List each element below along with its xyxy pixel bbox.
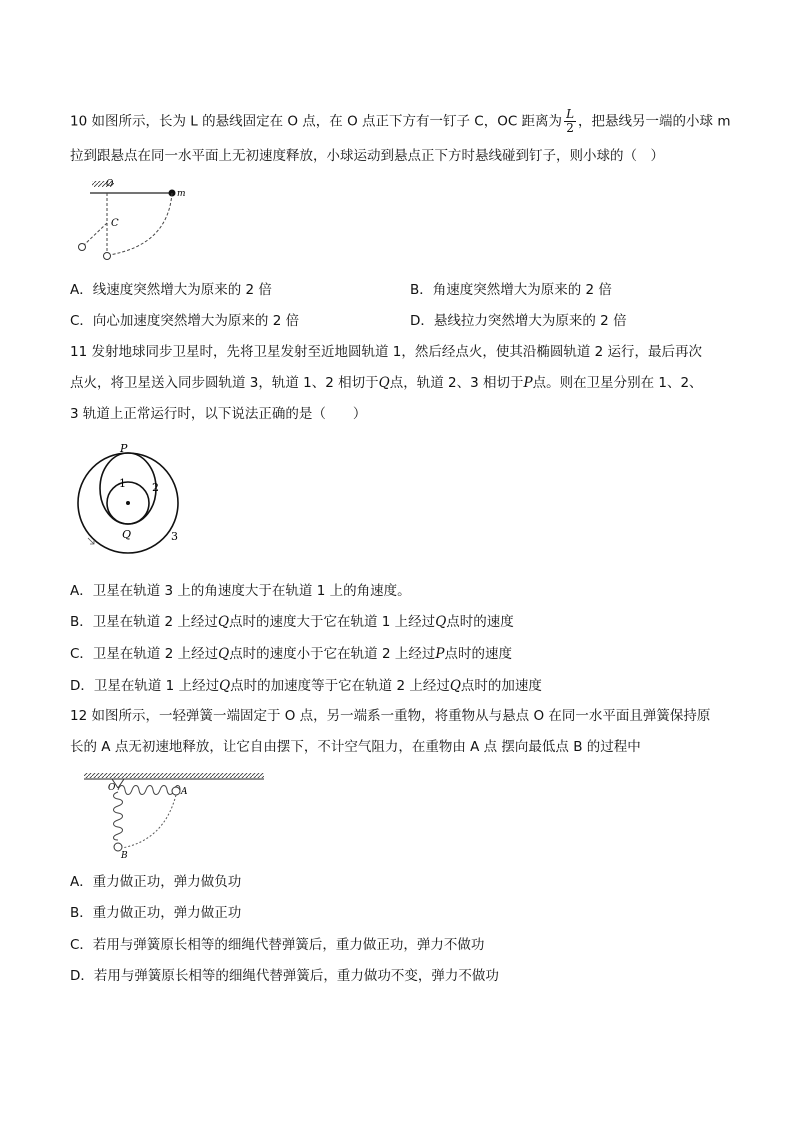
ceiling-hatch [84,773,264,778]
q10-stem-text: ，把悬线另一端的小球 m [578,113,731,130]
vertical-spring [114,792,123,840]
ball-bottom [104,253,111,260]
label-2: 2 [152,481,159,494]
q10-option-b: B．角速度突然增大为原来的 2 倍 [410,282,612,298]
point-Q: Q [435,614,447,630]
q11-orbit-figure [72,440,192,558]
option-text: B．卫星在轨道 2 上经过 [70,614,218,630]
q12-option-a: A．重力做正功，弹力做负功 [70,874,242,890]
q12-option-d: D．若用与弹簧原长相等的细绳代替弹簧后，重力做功不变，弹力不做功 [70,968,499,984]
orbit-2 [100,453,156,524]
option-text: 点时的速度 [446,614,514,630]
q10-stem-line1 [70,108,730,135]
label-A: A [181,787,188,797]
weight-A [172,787,180,795]
q11-stem-line1: 11 发射地球同步卫星时，先将卫星发射至近地圆轨道 1，然后经点火，使其沿椭圆轨道 2 运行，最后再次 [70,344,703,360]
q11-stem-line3: 3 轨道上正常运行时，以下说法正确的是（ ） [70,406,367,422]
q11-option-c [70,645,512,663]
fraction-l-over-2 [564,108,576,135]
option-text: 点时的加速度等于它在轨道 2 上经过 [230,678,450,694]
support-right [118,779,124,788]
option-text: C．卫星在轨道 2 上经过 [70,646,219,662]
q10-stem-line2: 拉到跟悬点在同一水平面上无初速度释放，小球运动到悬点正下方时悬线碰到钉子，则小球的（ ） [70,148,664,164]
option-text: 点时的速度 [444,646,512,662]
label-1: 1 [119,477,126,490]
fraction-denominator: 2 [566,121,574,135]
q10-option-c: C．向心加速度突然增大为原来的 2 倍 [70,313,300,329]
label-3: 3 [171,530,178,543]
option-text: 点时的加速度 [460,678,542,694]
label-C: C [111,218,119,229]
label-P: P [120,442,128,455]
q11-option-b [70,613,514,631]
q11-option-a: A．卫星在轨道 3 上的角速度大于在轨道 1 上的角速度。 [70,583,411,599]
label-Q: Q [122,528,132,541]
point-P: P [435,646,445,662]
q11-stem-text: 点。则在卫星分别在 1、2、 [532,375,703,391]
swing-path [122,795,176,848]
ball-left [79,244,86,251]
label-O: O [106,179,114,189]
fraction-numerator: L [566,107,575,121]
q11-stem-text: 点火，将卫星送入同步圆轨道 3，轨道 1、2 相切于 [70,375,379,391]
q12-spring-figure [84,768,274,860]
option-text: 点时的速度大于它在轨道 1 上经过 [229,614,436,630]
option-text: 点时的速度小于它在轨道 2 上经过 [229,646,436,662]
point-P: P [523,375,533,391]
option-text: D．卫星在轨道 1 上经过 [70,678,220,694]
horizontal-spring [118,786,180,795]
label-O: O [108,783,116,793]
label-B: B [121,851,128,860]
q10-option-a: A．线速度突然增大为原来的 2 倍 [70,282,272,298]
q10-pendulum-figure [70,175,190,267]
point-Q: Q [218,646,230,662]
q10-option-d: D．悬线拉力突然增大为原来的 2 倍 [410,313,627,329]
q12-stem-line2: 长的 A 点无初速地释放，让它自由摆下，不计空气阻力，在重物由 A 点 摆向最低点 B 的过程中 [70,739,641,755]
q11-stem-line2 [70,374,703,392]
q12-stem-line1: 12 如图所示，一轻弹簧一端固定于 O 点，另一端系一重物，将重物从与悬点 O 在同一水平面且弹簧保持原 [70,708,711,724]
weight-B [114,843,122,851]
point-Q: Q [217,614,230,630]
q12-option-c: C．若用与弹簧原长相等的细绳代替弹簧后，重力做正功，弹力不做功 [70,937,485,953]
point-Q: Q [219,678,231,694]
pendulum-after-nail [84,223,107,245]
q12-option-b: B．重力做正功，弹力做正功 [70,905,242,921]
label-m: m [177,189,186,199]
earth-center [126,501,130,505]
q11-option-d [70,677,542,695]
point-Q: Q [449,678,461,694]
q11-stem-text: 点，轨道 2、3 相切于 [389,375,524,391]
point-Q: Q [378,375,390,391]
q10-stem-text: 10 如图所示，长为 L 的悬线固定在 O 点，在 O 点正下方有一钉子 C，OC 距离为 [70,113,563,130]
